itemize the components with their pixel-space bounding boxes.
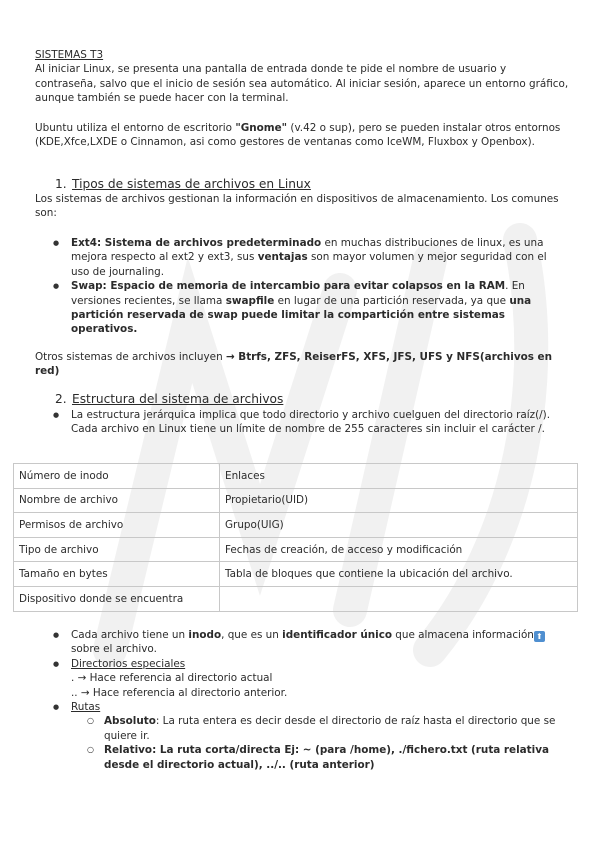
special-dirs-title: Directorios especiales — [71, 657, 186, 670]
table-cell: Tabla de bloques que contiene la ubicación del archivo. — [220, 562, 578, 587]
table-row — [14, 464, 578, 489]
table-row — [14, 537, 578, 562]
table-cell: Grupo(UIG) — [220, 513, 578, 538]
table-row — [14, 488, 578, 513]
ext4-bold1: Sistema de archivos predeterminado — [104, 237, 322, 249]
inode-bold2: identificador único — [282, 629, 392, 641]
table-row — [14, 586, 578, 611]
heading-2-text: Estructura del sistema de archivos — [72, 392, 284, 406]
info-icon: ⬆ — [534, 631, 545, 642]
rutas-title: Rutas — [71, 701, 101, 714]
fs-intro: Los sistemas de archivos gestionan la información en dispositivos de almacenamiento. Los comunes son: — [35, 193, 559, 220]
rutas-sublist — [87, 714, 568, 772]
heading-1 — [55, 177, 311, 192]
heading-1-number: 1. — [55, 177, 67, 191]
ubuntu-text-post: (v.42 o sup), pero se pueden instalar otros entornos (KDE,Xfce,LXDE o Cinnamon, asi como gestores de ventanas como IceWM, Fluxbox y Openbox). — [35, 122, 561, 149]
table-cell: Propietario(UID) — [220, 488, 578, 513]
other-fs-list: → Btrfs, ZFS, ReiserFS, XFS, JFS, UFS y NFS(archivos en red) — [35, 351, 552, 378]
table-cell: Tamaño en bytes — [14, 562, 220, 587]
heading-2 — [55, 392, 283, 407]
list-item-rutas — [53, 700, 568, 772]
list-item-structure: ● La estructura jerárquica implica que todo directorio y archivo cuelguen del directorio raíz(/). Cada archivo en Linux tiene un límite de nombre de 255 caracteres sin incluir el carácter /. — [53, 408, 568, 437]
ext4-text2: son mayor volumen y mejor seguridad con el uso de journaling. — [71, 251, 547, 278]
other-fs-pre: Otros sistemas de archivos incluyen — [35, 351, 226, 363]
relativo-label: Relativo — [104, 744, 153, 757]
fs-list — [53, 236, 568, 337]
table-row — [14, 513, 578, 538]
swap-bold2: swapfile — [225, 294, 275, 307]
inode-bold1: inodo — [188, 629, 222, 641]
special-dir-current: . → Hace referencia al directorio actual — [71, 672, 273, 685]
absoluto-label: Absoluto — [104, 715, 156, 728]
ubuntu-gnome: "Gnome" — [235, 122, 288, 134]
inode-post2: sobre el archivo. — [71, 643, 157, 656]
table-cell: Enlaces — [220, 464, 578, 489]
table-row — [14, 562, 578, 587]
ruta-relativo — [87, 743, 568, 772]
absoluto-text: : La ruta entera es decir desde el directorio de raíz hasta el directorio que se quiere ir. — [104, 715, 556, 742]
list-item-ext4 — [53, 236, 568, 279]
table-cell: Permisos de archivo — [14, 513, 220, 538]
intro-paragraph: Al iniciar Linux, se presenta una pantalla de entrada donde te pide el nombre de usuario y contraseña, salvo que el inicio de sesión sea automático. Al iniciar sesión, aparece un entorno gráfico, aunque también se puede hacer con la terminal. — [35, 63, 569, 105]
ubuntu-paragraph — [35, 121, 570, 150]
table-cell: Dispositivo donde se encuentra — [14, 586, 220, 611]
swap-bold1: Espacio de memoria de intercambio para evitar colapsos en la RAM — [110, 280, 506, 293]
inode-mid: , que es un — [221, 629, 283, 641]
ext4-bold2: ventajas — [257, 251, 308, 264]
other-fs-paragraph — [35, 350, 570, 379]
swap-label: Swap: — [71, 280, 111, 293]
swap-bold3: una partición reservada de swap puede limitar la compartición entre sistemas operativos. — [71, 294, 532, 336]
heading-2-number: 2. — [55, 392, 67, 406]
table-cell: Nombre de archivo — [14, 488, 220, 513]
list-item-inode — [53, 628, 568, 657]
details-list — [53, 628, 568, 772]
list-item-special-dirs — [53, 657, 568, 700]
inode-attributes-table — [13, 463, 578, 612]
ext4-text1: en muchas distribuciones de linux, es una mejora respecto al ext2 y ext3, sus — [71, 237, 544, 264]
list-item-swap — [53, 279, 568, 337]
section-title: SISTEMAS T3 — [35, 49, 104, 61]
structure-list — [53, 408, 568, 437]
special-dir-parent: .. → Hace referencia al directorio anterior. — [71, 686, 288, 699]
swap-text1: . En versiones recientes, se llama — [71, 280, 525, 307]
table-cell: Fechas de creación, de acceso y modificación — [220, 537, 578, 562]
table-cell: Número de inodo — [14, 464, 220, 489]
heading-1-text: Tipos de sistemas de archivos en Linux — [72, 177, 311, 191]
intro-section — [35, 48, 570, 106]
table-cell — [220, 586, 578, 611]
ruta-absoluto — [87, 714, 568, 743]
inode-pre: Cada archivo tiene un — [71, 629, 189, 641]
ubuntu-text-pre: Ubuntu utiliza el entorno de escritorio — [35, 122, 236, 134]
ext4-label: Ext4: — [71, 237, 105, 249]
table-cell: Tipo de archivo — [14, 537, 220, 562]
inode-post: que almacena información — [392, 629, 534, 641]
relativo-text: : La ruta corta/directa Ej: ~ (para /home), ./fichero.txt (ruta relativa desde el directorio actual), ../.. (ruta anterior) — [104, 744, 549, 771]
swap-text2: en lugar de una partición reservada, ya que — [274, 294, 510, 307]
